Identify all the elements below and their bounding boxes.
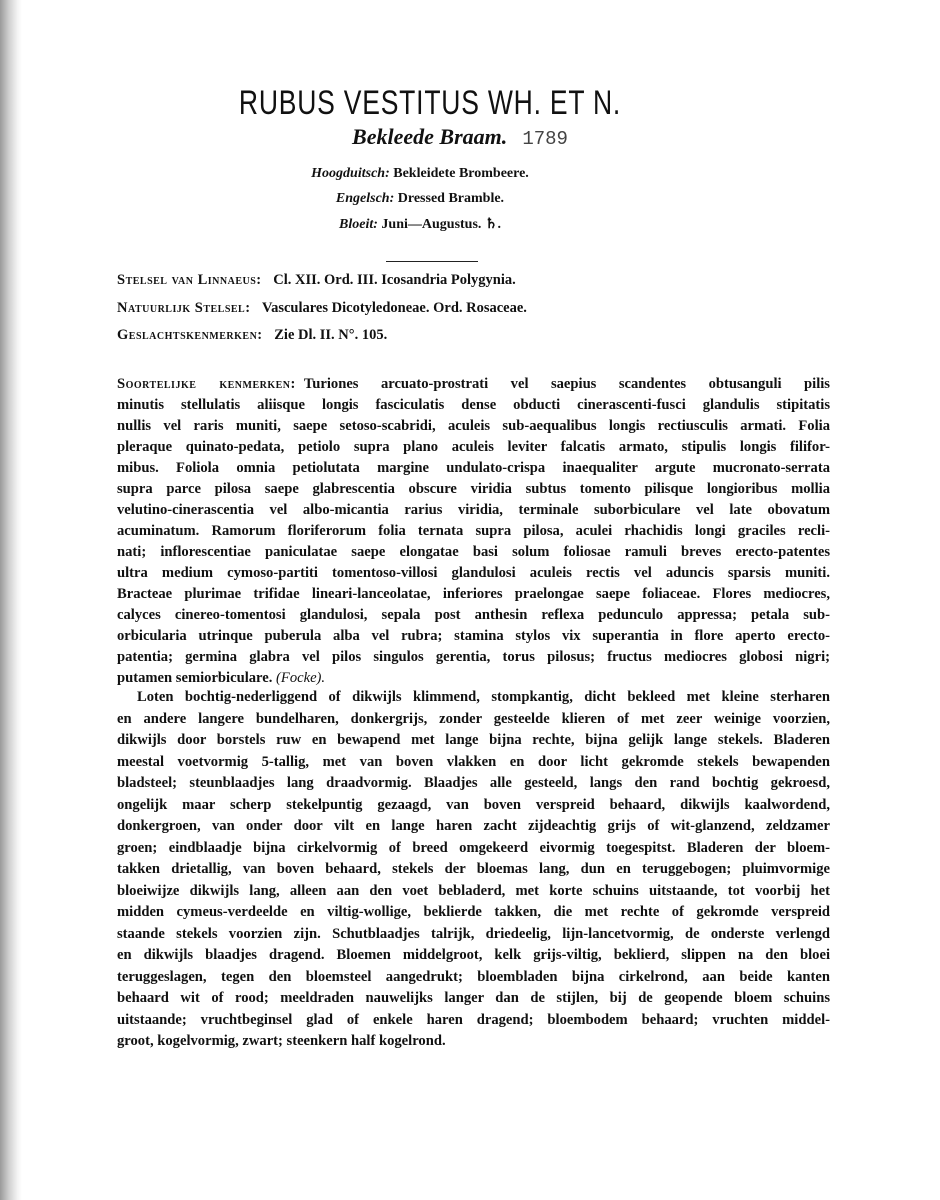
line-text: ultra medium cymoso-partiti tomentoso-villosi glandulosi aculeis rectis vel aduncis sparsis muniti. [117,565,830,581]
text-line [117,479,830,500]
text-line: dikwijls door borstels ruw en bewapend met lange bijna rechte, bijna gelijk lange stekels. Bladeren [117,732,830,748]
linnaeus-system [117,272,516,289]
author: (Focke). [276,670,326,686]
label: Natuurlijk Stelsel: [117,300,251,316]
label: Hoogduitsch: [311,166,390,181]
text-line [117,437,830,458]
flowering [0,216,840,233]
text-line: en dikwijls blaadjes dragend. Bloemen middelgroot, kelk grijs-viltig, beklierd, slippen na den bloei [117,947,830,963]
line-text: nullis vel raris muniti, saepe setoso-scabridi, aculeis sub-aequalibus longis rectiusculis armati. Folia [117,418,830,434]
line-text: Bracteae plurimae trifidae lineari-lanceolatae, inferiores praelongae saepe foliaceae. Flores mediocres, [117,586,830,602]
line-text: acuminatum. Ramorum floriferorum folia ternata supra pilosa, aculei rhachidis longi graciles recli- [117,523,830,539]
text-line: donkergroen, van onder door vilt en lange haren zacht zijdeachtig grijs of wit-glanzend, zeldzamer [117,818,830,834]
label: Stelsel van Linnaeus: [117,272,262,288]
text-line: teruggeslagen, tegen den bloemsteel aangedrukt; bloembladen bijna cirkelrond, aan beide kanten [117,968,830,985]
line-text: mibus. Foliola omnia petiolutata margine undulato-crispa inaequaliter argute mucronato-serrata [117,460,830,476]
text-line [117,458,830,479]
natural-system [117,300,527,317]
genus-characters [117,327,387,344]
subtitle [0,124,920,150]
text-line [117,374,830,395]
text-line: staande stekels voorzien zijn. Schutblaadjes talrijk, driedeelig, lijn-lancetvormig, de onderste verlengd [117,925,830,942]
text-line [117,416,830,437]
line-text: orbicularia utrinque puberula alba vel rubra; stamina stylos vix superantia in flore aperto erecto- [117,628,830,644]
text-line [117,584,830,605]
common-name: Bekleede Braam. [352,124,508,149]
text-line: midden cymeus-verdeelde en viltig-wollige, beklierde takken, die met rechte of gekromde verspreid [117,904,830,920]
label: Soortelijke kenmerken: [117,376,296,392]
page-title: RUBUS VESTITUS WH. ET N. [238,84,622,122]
value: Bekleidete Brombeere. [393,166,529,181]
value: Juni—Augustus. ♄. [381,217,501,232]
line-text: velutino-cinerascentia vel albo-micantia rarius viridia, terminale suborbiculare vel late obovatum [117,502,830,518]
dutch-description [117,687,830,1053]
value: Dressed Bramble. [397,191,505,206]
text-line [117,626,830,647]
text-line [117,668,830,689]
text-line: bladsteel; steunblaadjes lang draadvormig. Blaadjes alle gesteeld, langs den rand bochtig gekroesd, [117,775,830,791]
label: Bloeit: [339,217,378,232]
text-line [117,647,830,668]
text-line: uitstaande; vruchtbeginsel glad of enkele haren dragend; bloembodem behaard; vruchten middel- [117,1011,830,1028]
value: Cl. XII. Ord. III. Icosandria Polygynia. [273,272,516,288]
line-text: nati; inflorescentiae paniculatae saepe elongatae basi solum foliosae ramuli breves erecto-patentes [117,544,830,560]
name-english [0,191,840,207]
text-line: meestal voetvormig 5-tallig, met van boven vlakken en door licht gekromde stekels bewapenden [117,753,830,770]
line-text: calyces cinereo-tomentosi glandulosi, sepala post anthesin reflexa pedunculo appressa; petala sub- [117,607,830,623]
value: Zie Dl. II. N°. 105. [274,327,388,343]
text-line [117,500,830,521]
name-german [0,166,840,182]
text-line [117,605,830,626]
line-text: putamen semiorbiculare. [117,670,273,686]
plate-number: 1789 [522,128,568,150]
line-text: Turiones arcuato-prostrati vel saepius scandentes obtusanguli pilis [303,376,830,392]
text-line: takken drietallig, van boven behaard, stekels der bloemas lang, dun en teruggebogen; pluimvormige [117,861,830,877]
text-line: bloeiwijze dikwijls lang, alleen aan den voet bebladerd, met korte schuins uitstaande, tot voorbij het [117,882,830,899]
text-line: behaard wit of rood; meeldraden nauwelijks langer dan de stijlen, bij de geopende bloem schuins [117,990,830,1006]
text-line [117,542,830,563]
divider [386,261,478,262]
label: Geslachtskenmerken: [117,327,263,343]
text-line: ongelijk maar scherp stekelpuntig gezaagd, van boven verspreid behaard, dikwijls kaalwordend, [117,796,830,813]
text-line [117,395,830,416]
line-text: patentia; germina glabra vel pilos singulos gerentia, torus pilosus; fructus mediocres globosi nigri; [117,649,830,665]
text-line: en andere langere bundelharen, donkergrijs, zonder gesteelde klieren of met zeer weinige voorzien, [117,710,830,727]
line-text: minutis stellulatis aliisque longis fasciculatis dense obducti cinerascenti-fusci glandulis stipitatis [117,397,830,413]
text-line: groen; eindblaadje bijna cirkelvormig of breed omgekeerd eivormig toegespitst. Bladeren der bloem- [117,839,830,856]
text-line [117,521,830,542]
line-text: supra parce pilosa saepe glabrescentia obscure viridia subtus tomento pilisque longioribus mollia [117,481,830,497]
latin-description [117,374,830,689]
text-line: Loten bochtig-nederliggend of dikwijls klimmend, stompkantig, dicht bekleed met kleine sterharen [137,689,830,705]
line-text: pleraque quinato-pedata, petiolo supra plano aculeis leviter falcatis armato, stipulis longis filifor- [117,439,830,455]
label: Engelsch: [335,191,395,206]
text-line: groot, kogelvormig, zwart; steenkern half kogelrond. [117,1033,446,1049]
text-line [117,563,830,584]
value: Vasculares Dicotyledoneae. Ord. Rosaceae. [261,300,527,316]
